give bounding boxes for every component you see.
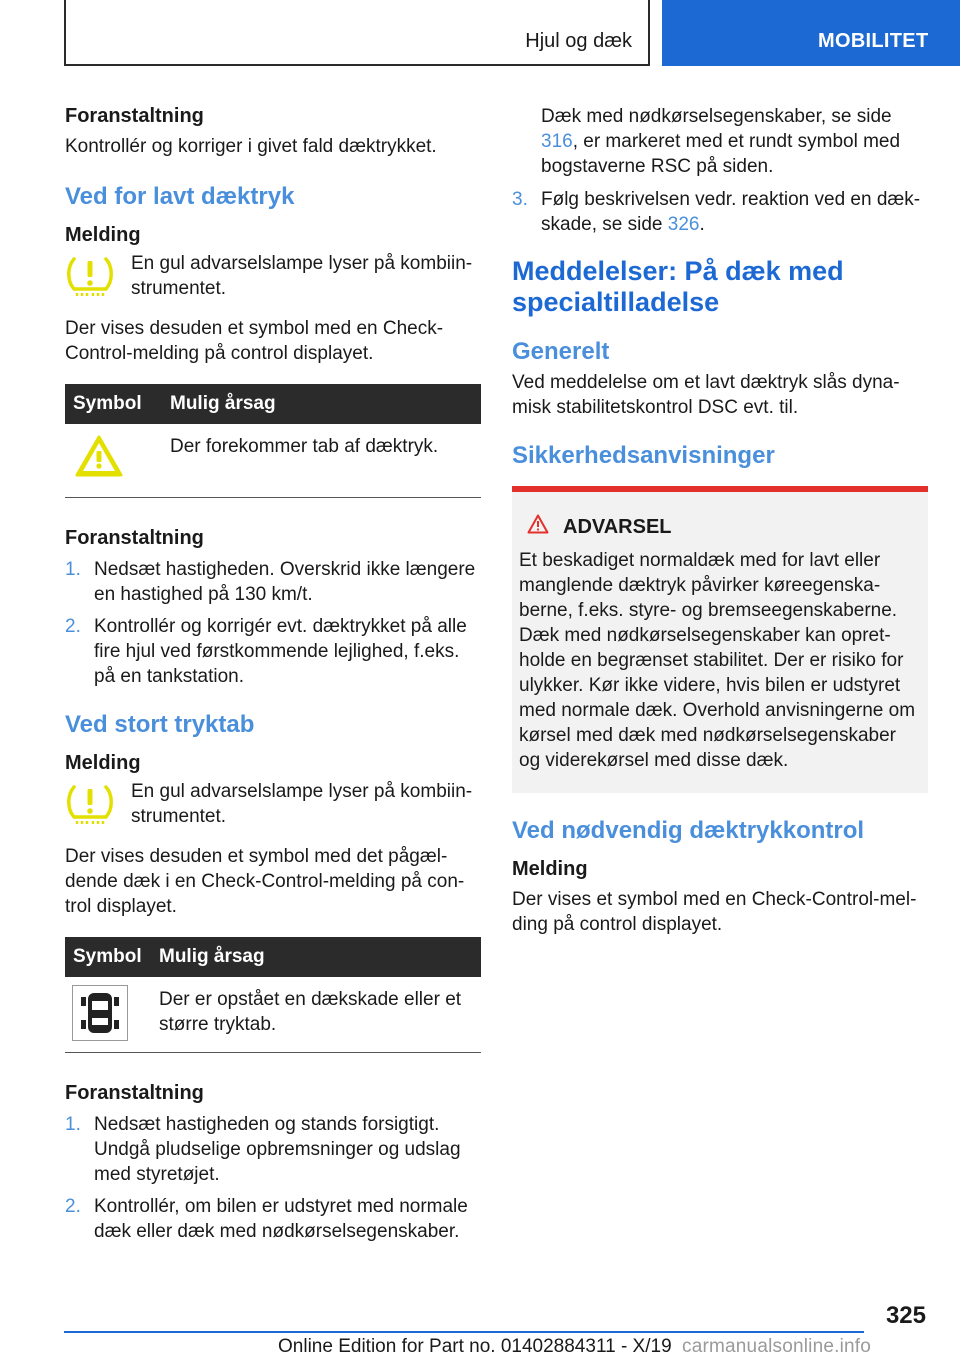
foranstaltning-title: Foranstaltning xyxy=(65,1082,204,1104)
table-row xyxy=(65,977,481,1053)
symbol-table-lavt xyxy=(65,384,481,498)
warning-triangle-icon xyxy=(527,514,549,540)
header-chapter-tab[interactable] xyxy=(662,0,960,66)
generelt-text: Ved meddelelse om et lavt dæktryk slås dynamisk stabilitetskontrol DSC evt. til. xyxy=(512,372,900,418)
warning-box xyxy=(512,486,928,793)
page-link-326[interactable]: 326 xyxy=(667,214,700,235)
foranstaltning-title: Foranstaltning xyxy=(65,527,204,549)
heading-lavt-daektryk: Ved for lavt dæktryk xyxy=(65,183,295,210)
header-section-box xyxy=(64,0,650,66)
list-item: 2. Kontrollér, om bilen er udstyret med normale dæk eller dæk med nødkørselsegenskaber. xyxy=(65,1196,468,1242)
list-item: 2. Kontrollér og korrigér evt. dæktrykket på alle fire hjul ved førstkommende lejlighed, f.eks. på en tankstation. xyxy=(65,616,467,687)
steps-list-continued xyxy=(512,187,928,237)
warning-title: ADVARSEL xyxy=(563,515,672,538)
lamp-text: En gul advarselslampe lyser på kombiinstrumentet. xyxy=(131,781,473,827)
lamp-message-row xyxy=(65,779,481,830)
cause-text: Der forekommer tab af dæktryk. xyxy=(170,436,439,457)
heading-sikkerhedsanvisninger: Sikkerhedsanvisninger xyxy=(512,442,775,469)
cause-text: Der er opstået en dækskade eller et større tryktab. xyxy=(159,989,462,1035)
page-number: 325 xyxy=(885,1302,926,1329)
warning-triangle-icon xyxy=(65,424,170,483)
foranstaltning-text: Kontrollér og korriger i givet fald dæktrykket. xyxy=(65,136,437,157)
list-item: 1. Nedsæt hastigheden. Overskrid ikke længere en hastighed på 130 km/t. xyxy=(65,559,476,605)
page-link-316[interactable]: 316 xyxy=(541,131,573,152)
heading-noedvendig-kontrol: Ved nødvendig dæktrykkontrol xyxy=(512,817,865,844)
foranstaltning-title: Foranstaltning xyxy=(65,105,204,127)
heading-meddelelser: Meddelelser: På dæk med specialtilladelse xyxy=(512,256,844,317)
left-column xyxy=(65,100,481,1251)
warning-title-row xyxy=(519,514,920,540)
melding-title: Melding xyxy=(512,858,588,880)
tire-pressure-lamp-icon xyxy=(65,251,131,302)
check-control-text: Der vises desuden et symbol med en Check-Control-melding på control displayet. xyxy=(65,318,444,364)
melding-title: Melding xyxy=(65,224,141,246)
heading-stort-tryktab: Ved stort tryktab xyxy=(65,711,255,738)
table-row xyxy=(65,424,481,498)
list-item: 1. Nedsæt hastigheden og stands forsigtigt. Undgå pludselige opbremsninger og udslag med styretøjet. xyxy=(65,1114,461,1185)
warning-text: Et beskadiget normaldæk med for lavt eller manglende dæktryk påvirker køreegenskaberne, f.eks. styre- og bremseegenskaberne. Dæk med nødkørselsegenskaber kan opretholde en begrænset stabilitet. Der er risiko for ulykker. Kør ikke videre, hvis bilen er udstyret med normale dæk. Overhold anvisningerne om kørsel med dæk med nødkørselsegenskaber og viderekørsel med disse dæk. xyxy=(519,550,916,771)
header-section-title: Hjul og dæk xyxy=(525,30,632,52)
col-symbol: Symbol xyxy=(73,946,142,967)
rsc-continuation-text: Dæk med nødkørselsegenskaber, se side 316, er markeret med et rundt symbol med bogstaverne RSC på siden. xyxy=(541,106,901,177)
list-item: 3. Følg beskrivelsen vedr. reaktion ved en dækskade, se side 326. xyxy=(512,189,921,235)
right-column xyxy=(512,100,928,937)
check-control-text: Der vises desuden et symbol med det pågældende dæk i en Check-Control-melding på control displayet. xyxy=(65,846,465,917)
heading-generelt: Generelt xyxy=(512,338,610,365)
tire-pressure-lamp-icon xyxy=(65,779,131,830)
car-tire-damage-icon xyxy=(65,977,159,1046)
warning-body xyxy=(512,492,928,793)
noedv-text: Der vises et symbol med en Check-Control-melding på control displayet. xyxy=(512,889,917,935)
lamp-message-row xyxy=(65,251,481,302)
melding-title: Melding xyxy=(65,752,141,774)
col-symbol: Symbol xyxy=(73,393,142,414)
steps-list xyxy=(65,557,481,689)
footer-divider xyxy=(64,1331,864,1333)
watermark: carmanualsonline.info xyxy=(682,1336,872,1357)
table-header xyxy=(65,384,481,424)
lamp-text: En gul advarselslampe lyser på kombiinstrumentet. xyxy=(131,253,473,299)
footer-edition: Online Edition for Part no. 01402884311 - X/19 xyxy=(278,1336,672,1357)
table-header xyxy=(65,937,481,977)
col-cause: Mulig årsag xyxy=(159,946,265,967)
col-cause: Mulig årsag xyxy=(170,393,276,414)
symbol-table-stort xyxy=(65,937,481,1053)
steps-list xyxy=(65,1112,481,1244)
header-chapter-label: MOBILITET xyxy=(818,30,929,52)
